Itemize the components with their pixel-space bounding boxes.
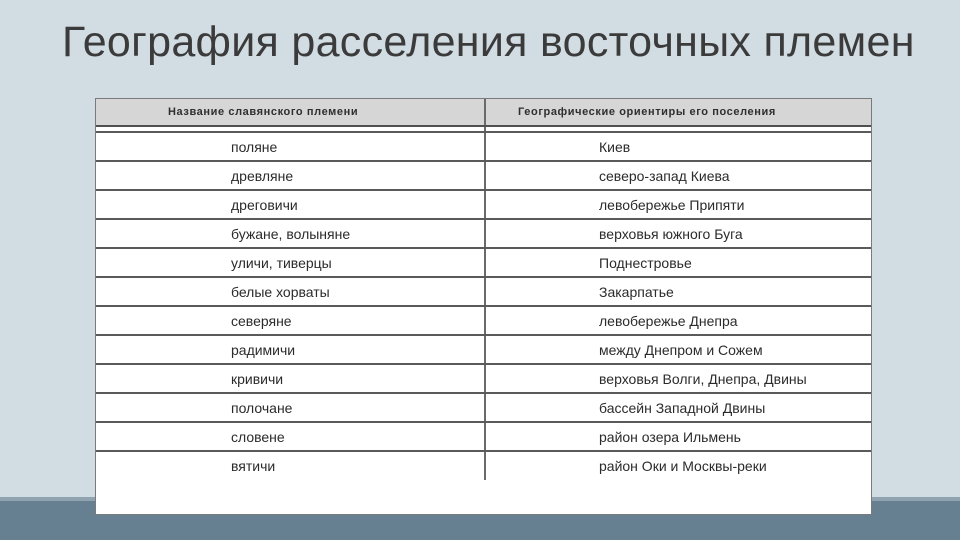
tribe-name-cell: северяне [96, 306, 485, 335]
table-body [96, 126, 871, 480]
table-row [96, 393, 871, 422]
table-row [96, 306, 871, 335]
location-cell: район Оки и Москвы-реки [599, 458, 767, 474]
tribe-name-cell: радимичи [96, 335, 485, 364]
location-cell: между Днепром и Сожем [485, 335, 871, 364]
table-row [96, 132, 871, 161]
tribe-name-cell: бужане, волыняне [96, 219, 485, 248]
table-row [96, 219, 871, 248]
header-location: Географические ориентиры его поселения [485, 99, 871, 126]
table-row [96, 248, 871, 277]
table-row [96, 335, 871, 364]
tribe-name-cell: поляне [96, 132, 485, 161]
header-tribe-name: Название славянского племени [96, 99, 485, 126]
tribe-name-cell: вятичи [96, 451, 485, 480]
table-row [96, 364, 871, 393]
tribe-name-cell: полочане [96, 393, 485, 422]
tribe-name-cell: словене [96, 422, 485, 451]
table-row [96, 422, 871, 451]
tribe-name-cell: кривичи [96, 364, 485, 393]
location-cell: левобережье Припяти [485, 190, 871, 219]
table-row [96, 190, 871, 219]
tribe-name-cell: древляне [96, 161, 485, 190]
tribes-table [95, 98, 872, 515]
table-row [96, 277, 871, 306]
location-cell: бассейн Западной Двины [485, 393, 871, 422]
location-cell: Киев [485, 132, 871, 161]
table-row [96, 161, 871, 190]
location-cell: Поднестровье [485, 248, 871, 277]
table-header-row [96, 99, 871, 126]
tribe-name-cell: дреговичи [96, 190, 485, 219]
tribe-name-cell: белые хорваты [96, 277, 485, 306]
location-cell: левобережье Днепра [485, 306, 871, 335]
location-cell: Закарпатье [485, 277, 871, 306]
tribe-name-cell: уличи, тиверцы [96, 248, 485, 277]
location-cell: район озера Ильмень [485, 422, 871, 451]
location-cell: верховья Волги, Днепра, Двины [485, 364, 871, 393]
location-cell: верховья южного Буга [485, 219, 871, 248]
location-cell: северо-запад Киева [485, 161, 871, 190]
table-row [96, 451, 871, 480]
page-title: География расселения восточных племен [62, 18, 915, 66]
tribes-table-grid [96, 99, 871, 480]
